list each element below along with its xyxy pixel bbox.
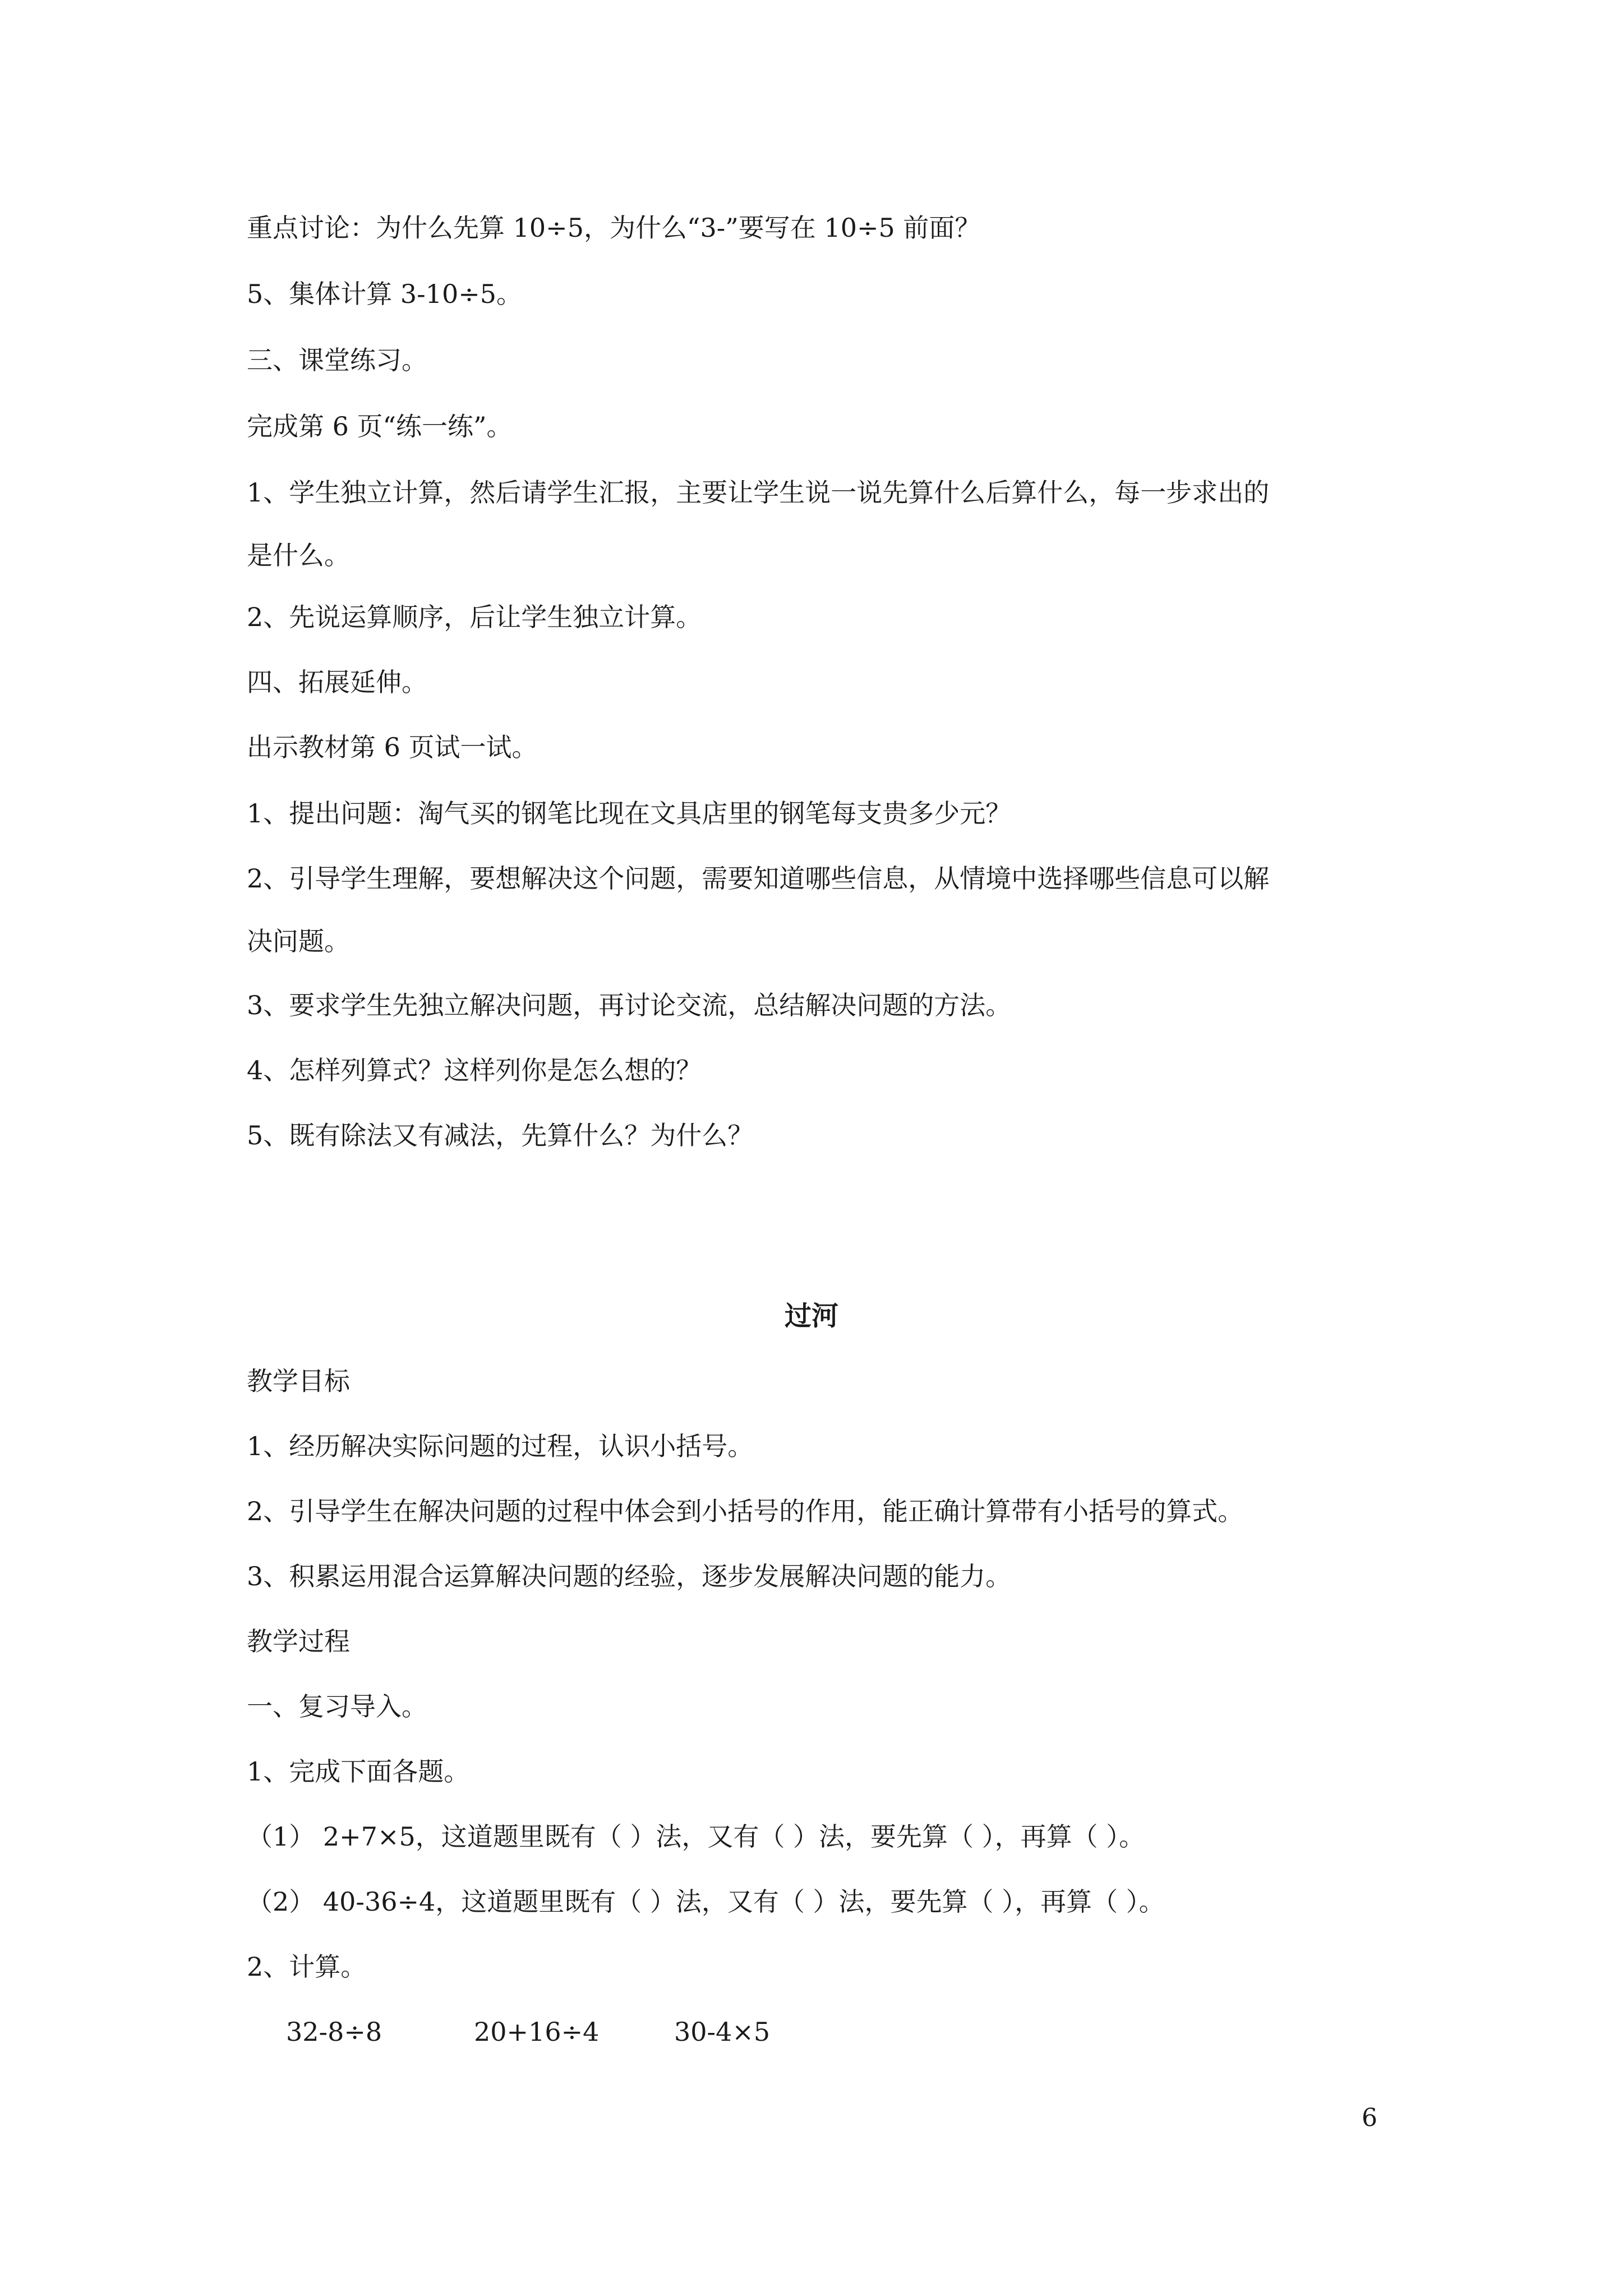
calculation-item: 32-8÷8 <box>286 2017 382 2047</box>
page-number: 6 <box>1362 2104 1377 2132</box>
calculation-item: 20+16÷4 <box>474 2017 600 2047</box>
text-line: （2） 40-36÷4，这道题里既有（ ）法，又有（ ）法，要先算（ ），再算（ ）。 <box>247 1887 1165 1917</box>
text-line: 3、要求学生先独立解决问题，再讨论交流，总结解决问题的方法。 <box>247 990 1012 1020</box>
text-line: （1） 2+7×5，这道题里既有（ ）法，又有（ ）法，要先算（ ），再算（ ）。 <box>247 1821 1145 1852</box>
text-line: 5、既有除法又有减法，先算什么？为什么？ <box>247 1120 754 1151</box>
text-line: 2、计算。 <box>247 1952 367 1982</box>
calculation-item: 30-4×5 <box>674 2017 771 2047</box>
text-line: 2、引导学生理解，要想解决这个问题，需要知道哪些信息，从情境中选择哪些信息可以解 <box>247 863 1270 894</box>
text-line: 1、完成下面各题。 <box>247 1756 470 1787</box>
text-line: 三、课堂练习。 <box>247 345 427 375</box>
text-line: 重点讨论：为什么先算 10÷5，为什么“3-”要写在 10÷5 前面？ <box>247 213 981 243</box>
text-line: 一、复习导入。 <box>247 1691 427 1722</box>
text-line: 1、经历解决实际问题的过程，认识小括号。 <box>247 1431 754 1461</box>
section-title: 过河 <box>784 1300 838 1332</box>
text-line: 4、怎样列算式？这样列你是怎么想的？ <box>247 1055 702 1085</box>
text-line: 2、先说运算顺序，后让学生独立计算。 <box>247 602 702 632</box>
text-line: 2、引导学生在解决问题的过程中体会到小括号的作用，能正确计算带有小括号的算式。 <box>247 1496 1244 1526</box>
text-line: 1、提出问题：淘气买的钢笔比现在文具店里的钢笔每支贵多少元？ <box>247 798 1012 829</box>
text-line: 决问题。 <box>247 926 350 956</box>
text-line: 教学目标 <box>247 1366 350 1396</box>
text-line: 3、积累运用混合运算解决问题的经验，逐步发展解决问题的能力。 <box>247 1561 1012 1591</box>
text-line: 四、拓展延伸。 <box>247 667 427 697</box>
text-line: 1、学生独立计算，然后请学生汇报，主要让学生说一说先算什么后算什么，每一步求出的 <box>247 477 1270 508</box>
calculation-row <box>247 2015 920 2049</box>
text-line: 出示教材第 6 页试一试。 <box>247 732 538 762</box>
text-line: 教学过程 <box>247 1626 350 1657</box>
text-line: 是什么。 <box>247 540 350 570</box>
text-line: 完成第 6 页“练一练”。 <box>247 411 513 441</box>
text-line: 5、集体计算 3-10÷5。 <box>247 279 523 309</box>
